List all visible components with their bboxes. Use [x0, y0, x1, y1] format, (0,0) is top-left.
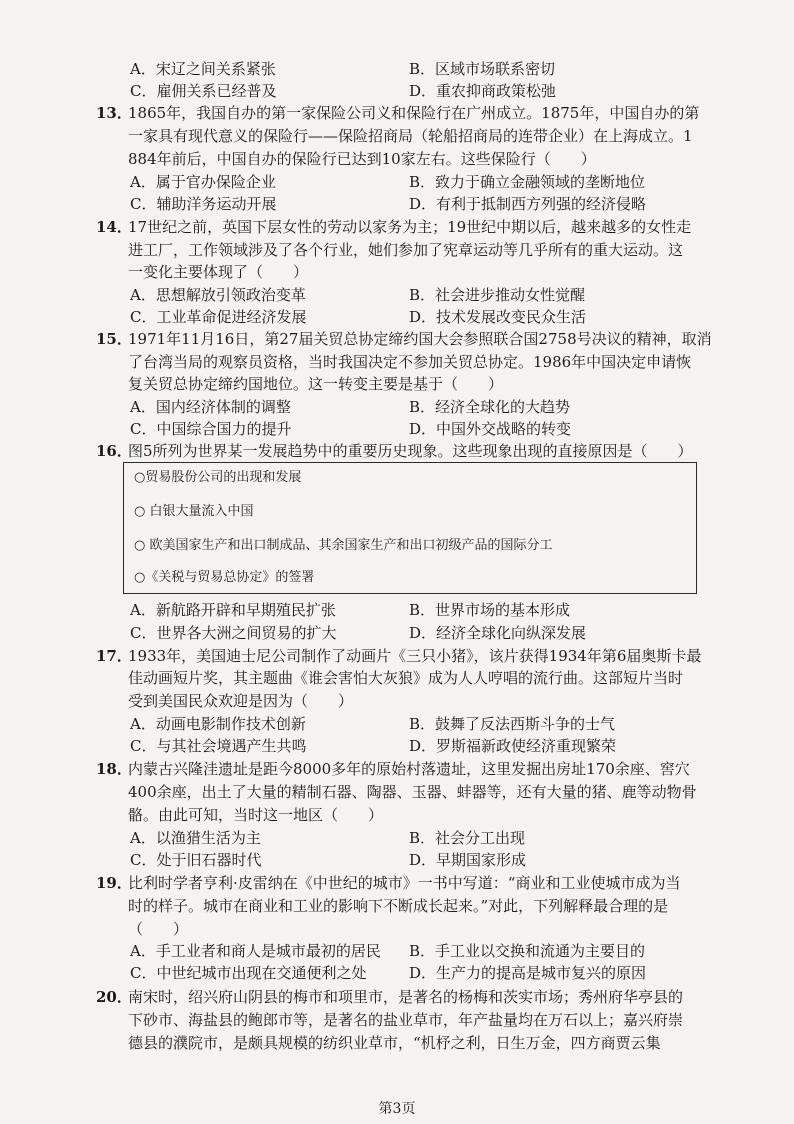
question-number: 18． [96, 760, 132, 778]
option-b: B．手工业以交换和流通为主要目的 [409, 942, 646, 960]
option-a: A．动画电影制作技术创新 [130, 715, 306, 733]
question-text: 下砂市、海盐县的鲍郎市等，是著名的盐业草市，年产盐量均在万石以上；嘉兴府崇 [128, 1011, 684, 1029]
box-item: ○ 欧美国家生产和出口制成品、其余国家生产和出口初级产品的国际分工 [134, 538, 553, 553]
question-text: 骼。由此可知，当时这一地区（ ） [128, 806, 384, 824]
question-text: 400余座，出土了大量的精制石器、陶器、玉器、蚌器等，还有大量的猪、鹿等动物骨 [128, 783, 697, 801]
option-d: D．生产力的提高是城市复兴的原因 [409, 964, 647, 982]
box-item: ○贸易股份公司的出现和发展 [134, 470, 302, 485]
option-a: A．属于官办保险企业 [130, 173, 276, 191]
box-item: ○《关税与贸易总协定》的签署 [134, 570, 315, 585]
question-number: 19． [96, 874, 132, 892]
question-text: 时的样子。城市在商业和工业的影响下不断成长起来。”对此，下列解释最合理的是 [128, 897, 669, 915]
option-c: C．辅助洋务运动开展 [130, 195, 277, 213]
question-text: 南宋时，绍兴府山阴县的梅市和项里市，是著名的杨梅和茨实市场；秀州府华亭县的 [128, 988, 684, 1006]
question-number: 16． [96, 442, 132, 460]
option-d: D．重农抑商政策松弛 [409, 82, 557, 100]
option-a: A．新航路开辟和早期殖民扩张 [130, 601, 336, 619]
question-text: 进工厂，工作领域涉及了各个行业，她们参加了宪章运动等几乎所有的重大运动。这 [128, 241, 684, 259]
option-c: C．中世纪城市出现在交通便利之处 [130, 964, 367, 982]
option-d: D．经济全球化向纵深发展 [409, 624, 587, 642]
question-number: 20． [96, 988, 132, 1006]
question-text: 复关贸总协定缔约国地位。这一转变主要是基于（ ） [128, 375, 504, 393]
question-number: 13． [96, 104, 132, 122]
option-c: C．中国综合国力的提升 [130, 420, 292, 438]
option-b: B．经济全球化的大趋势 [409, 398, 571, 416]
option-a: A．手工业者和商人是城市最初的居民 [130, 942, 381, 960]
question-text: 图5所列为世界某一发展趋势中的重要历史现象。这些现象出现的直接原因是（ ） [128, 442, 693, 460]
question-number: 15． [96, 330, 132, 348]
question-text: 1865年，我国自办的第一家保险公司义和保险行在广州成立。1875年，中国自办的第 [128, 104, 700, 122]
option-b: B．致力于确立金融领域的垄断地位 [409, 173, 646, 191]
question-text: （ ） [128, 920, 189, 938]
option-c: C．处于旧石器时代 [130, 851, 262, 869]
option-b: B．社会进步推动女性觉醒 [409, 286, 586, 304]
question-text: 1933年，美国迪士尼公司制作了动画片《三只小猪》，该片获得1934年第6届奥斯卡最 [128, 647, 702, 665]
option-c: C．与其社会境遇产生共鸣 [130, 737, 307, 755]
option-b: B．社会分工出现 [409, 829, 526, 847]
page-number: 第3页 [378, 1101, 416, 1117]
option-b: B．鼓舞了反法西斯斗争的士气 [409, 715, 616, 733]
option-b: B．区域市场联系密切 [409, 60, 556, 78]
question-text: 一家具有现代意义的保险行——保险招商局（轮船招商局的连带企业）在上海成立。1 [128, 127, 693, 145]
question-number: 17． [96, 647, 132, 665]
question-text: 德县的濮院市，是颇具规模的纺织业草市，“机杼之利，日生万金，四方商贾云集 [128, 1034, 661, 1052]
figure-box [123, 462, 697, 594]
option-b: B．世界市场的基本形成 [409, 601, 571, 619]
option-c: C．世界各大洲之间贸易的扩大 [130, 624, 337, 642]
box-item: ○ 白银大量流入中国 [134, 504, 254, 519]
option-d: D．有利于抵制西方列强的经济侵略 [409, 195, 647, 213]
question-text: 了台湾当局的观察员资格，当时我国决定不参加关贸总协定。1986年中国决定申请恢 [128, 353, 692, 371]
option-a: A．以渔猎生活为主 [130, 829, 261, 847]
question-text: 佳动画短片奖，其主题曲《谁会害怕大灰狼》成为人人哼唱的流行曲。这部短片当时 [128, 669, 684, 687]
option-a: A．宋辽之间关系紧张 [130, 60, 276, 78]
question-text: 受到美国民众欢迎是因为（ ） [128, 692, 354, 710]
option-a: A．思想解放引领政治变革 [130, 286, 306, 304]
question-text: 17世纪之前，英国下层女性的劳动以家务为主；19世纪中期以后，越来越多的女性走 [128, 218, 692, 236]
question-text: 884年前后，中国自办的保险行已达到10家左右。这些保险行（ ） [128, 150, 596, 168]
question-text: 一变化主要体现了（ ） [128, 263, 309, 281]
option-d: D．罗斯福新政使经济重现繁荣 [409, 737, 617, 755]
question-text: 内蒙古兴隆洼遗址是距今8000多年的原始村落遗址，这里发掘出房址170余座、窖穴 [128, 760, 690, 778]
question-text: 1971年11月16日，第27届关贸总协定缔约国大会参照联合国2758号决议的精神，取消 [128, 330, 712, 348]
option-d: D．中国外交战略的转变 [409, 420, 572, 438]
option-d: D．技术发展改变民众生活 [409, 308, 587, 326]
question-text: 比利时学者亨利·皮雷纳在《中世纪的城市》一书中写道：“商业和工业使城市成为当 [128, 874, 681, 892]
option-d: D．早期国家形成 [409, 851, 527, 869]
option-c: C．工业革命促进经济发展 [130, 308, 307, 326]
option-a: A．国内经济体制的调整 [130, 398, 291, 416]
option-c: C．雇佣关系已经普及 [130, 82, 277, 100]
question-number: 14． [96, 218, 132, 236]
